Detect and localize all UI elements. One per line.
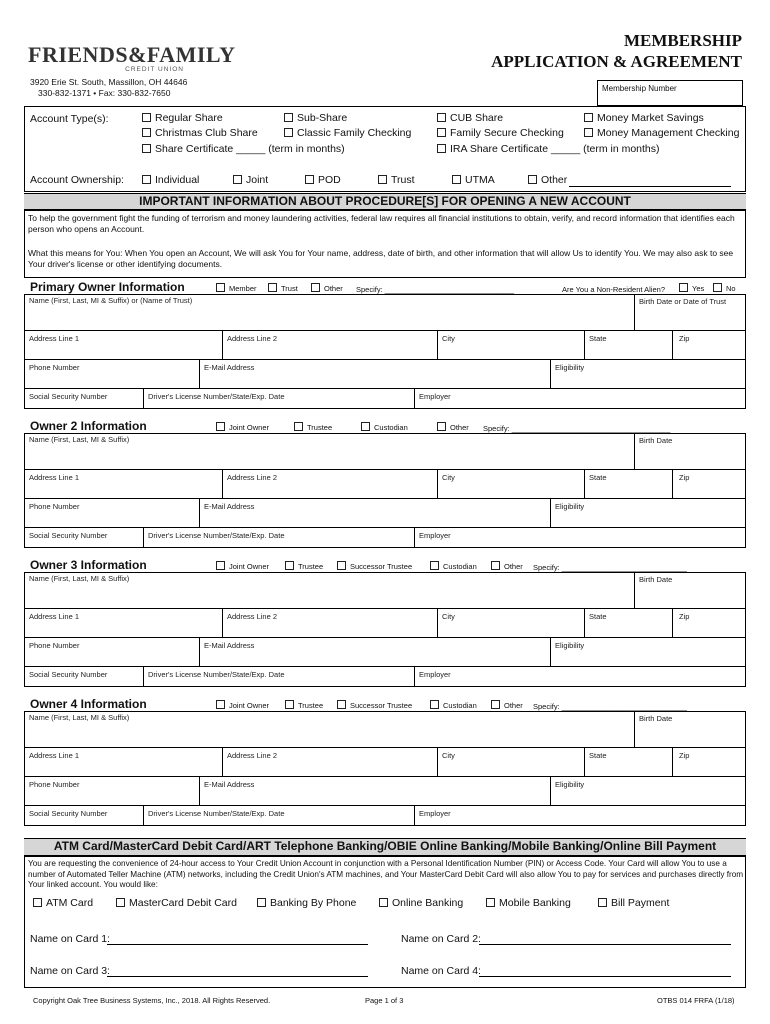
- checkbox-money-management[interactable]: [584, 127, 739, 139]
- checkbox-atm-card[interactable]: [33, 897, 93, 909]
- checkbox-icon: [437, 422, 446, 431]
- checkbox-icon: [285, 700, 294, 709]
- owner-type-checkbox[interactable]: [430, 561, 477, 571]
- col-divider: [550, 637, 551, 666]
- state-field[interactable]: State: [589, 612, 607, 621]
- logo-subtext: CREDIT UNION: [125, 66, 184, 73]
- owner-type-checkbox[interactable]: [216, 700, 269, 710]
- zip-field[interactable]: Zip: [679, 612, 690, 621]
- section-title: Owner 2 Information: [30, 419, 147, 433]
- checkbox-icon: [491, 700, 500, 709]
- eligibility-field[interactable]: Eligibility: [555, 780, 585, 789]
- option-label: Custodian: [374, 423, 408, 432]
- checkbox-bill-payment[interactable]: [598, 897, 669, 909]
- owner-type-checkbox[interactable]: [294, 422, 332, 432]
- employer-field[interactable]: Employer: [419, 670, 451, 679]
- option-label: Other: [504, 701, 523, 710]
- option-label: Other: [541, 174, 568, 186]
- title-line-2: APPLICATION & AGREEMENT: [491, 52, 742, 71]
- phone-field[interactable]: Phone Number: [29, 502, 80, 511]
- atm-heading: ATM Card/MasterCard Debit Card/ART Telephone Banking/OBIE Online Banking/Mobile Banking/Online Bill Payment: [24, 838, 746, 856]
- name-field[interactable]: Name (First, Last, MI & Suffix): [29, 435, 130, 444]
- col-divider: [199, 776, 200, 805]
- col-divider: [672, 330, 673, 359]
- col-divider: [634, 294, 635, 330]
- col-divider: [672, 608, 673, 637]
- membership-number-label: Membership Number: [602, 84, 677, 93]
- copyright: Copyright Oak Tree Business Systems, Inc., 2018. All Rights Reserved.: [33, 996, 271, 1005]
- zip-field[interactable]: Zip: [679, 334, 690, 343]
- name-card-3-input[interactable]: [107, 976, 368, 977]
- col-divider: [550, 359, 551, 388]
- name-card-2-label: Name on Card 2:: [401, 933, 481, 945]
- name-card-3-label: Name on Card 3:: [30, 965, 110, 977]
- col-divider: [414, 805, 415, 826]
- col-divider: [584, 469, 585, 498]
- phone-field[interactable]: Phone Number: [29, 363, 80, 372]
- checkbox-icon: [216, 700, 225, 709]
- owner-fields-box: [24, 572, 746, 687]
- option-label: Classic Family Checking: [297, 127, 412, 139]
- option-label: Successor Trustee: [350, 701, 413, 710]
- checkbox-other-ownership[interactable]: [528, 174, 567, 186]
- option-label: Joint Owner: [229, 562, 270, 571]
- city-field[interactable]: City: [442, 751, 455, 760]
- checkbox-icon: [33, 898, 42, 907]
- option-label: Money Management Checking: [597, 127, 740, 139]
- alien-no-checkbox[interactable]: [713, 283, 736, 293]
- col-divider: [634, 711, 635, 747]
- col-divider: [414, 666, 415, 687]
- owner-fields-box: [24, 433, 746, 548]
- option-label: Trust: [391, 174, 415, 186]
- owner-type-checkbox[interactable]: [430, 700, 477, 710]
- credit-union-logo: [28, 42, 236, 73]
- checkbox-icon: [294, 422, 303, 431]
- checkbox-icon: [142, 144, 151, 153]
- option-label: Member: [229, 284, 257, 293]
- birth-date-field[interactable]: Birth Date: [639, 714, 673, 723]
- option-label: Online Banking: [392, 897, 464, 909]
- checkbox-icon: [437, 144, 446, 153]
- checkbox-icon: [379, 898, 388, 907]
- col-divider: [222, 608, 223, 637]
- state-field[interactable]: State: [589, 751, 607, 760]
- col-divider: [672, 469, 673, 498]
- checkbox-icon: [486, 898, 495, 907]
- checkbox-icon: [491, 561, 500, 570]
- option-label: Trust: [281, 284, 298, 293]
- option-label: Banking By Phone: [270, 897, 357, 909]
- checkbox-icon: [216, 561, 225, 570]
- owner-type-checkbox[interactable]: [285, 700, 323, 710]
- checkbox-icon: [305, 175, 314, 184]
- row-divider: [24, 637, 746, 638]
- non-resident-alien-label: Are You a Non-Resident Alien?: [562, 285, 665, 294]
- owner-type-checkbox[interactable]: [337, 700, 412, 710]
- city-field[interactable]: City: [442, 473, 455, 482]
- option-label: Money Market Savings: [597, 112, 704, 124]
- name-card-4-label: Name on Card 4:: [401, 965, 481, 977]
- row-divider: [24, 330, 746, 331]
- checkbox-icon: [311, 283, 320, 292]
- col-divider: [634, 572, 635, 608]
- owner-type-checkbox[interactable]: [337, 561, 412, 571]
- checkbox-sub-share[interactable]: [284, 112, 347, 124]
- checkbox-icon: [437, 128, 446, 137]
- checkbox-joint[interactable]: [233, 174, 268, 186]
- col-divider: [199, 359, 200, 388]
- row-divider: [24, 666, 746, 667]
- phone-field[interactable]: Phone Number: [29, 780, 80, 789]
- section-title: Primary Owner Information: [30, 280, 185, 294]
- ssn-field[interactable]: Social Security Number: [29, 392, 108, 401]
- membership-number-field[interactable]: [597, 80, 743, 106]
- col-divider: [550, 776, 551, 805]
- checkbox-icon: [216, 422, 225, 431]
- checkbox-classic-checking[interactable]: [284, 127, 411, 139]
- email-field[interactable]: E-Mail Address: [204, 363, 255, 372]
- row-divider: [24, 469, 746, 470]
- option-label: Joint Owner: [229, 701, 270, 710]
- checkbox-icon: [437, 113, 446, 122]
- name-card-4-input[interactable]: [479, 976, 731, 977]
- option-label: Sub-Share: [297, 112, 348, 124]
- checkbox-mobile-banking[interactable]: [486, 897, 571, 909]
- phone-field[interactable]: Phone Number: [29, 641, 80, 650]
- owner-fields-box: [24, 711, 746, 826]
- checkbox-share-certificate[interactable]: [142, 143, 345, 155]
- employer-field[interactable]: Employer: [419, 531, 451, 540]
- checkbox-icon: [285, 561, 294, 570]
- title-line-1: MEMBERSHIP: [623, 31, 742, 50]
- option-label: Joint Owner: [229, 423, 270, 432]
- checkbox-icon: [337, 700, 346, 709]
- owner-type-checkbox[interactable]: [268, 283, 298, 293]
- address-line-1-field[interactable]: Address Line 1: [29, 473, 80, 482]
- page-title: [491, 30, 742, 72]
- owner-fields-box: [24, 294, 746, 409]
- checkbox-icon: [233, 175, 242, 184]
- checkbox-pod[interactable]: [305, 174, 341, 186]
- checkbox-icon: [268, 283, 277, 292]
- address-line-2-field[interactable]: Address Line 2: [227, 612, 278, 621]
- important-para-2: What this means for You: When You open an Account, We will ask You for Your name, address, date of birth, and other information that will allow Us to identify You. We may also ask to see Your driver's license or other identifying documents.: [28, 248, 734, 269]
- col-divider: [222, 469, 223, 498]
- row-divider: [24, 608, 746, 609]
- address: 3920 Erie St. South, Massillon, OH 44646: [30, 77, 188, 87]
- option-label: POD: [318, 174, 341, 186]
- option-label: MasterCard Debit Card: [129, 897, 237, 909]
- checkbox-icon: [142, 113, 151, 122]
- checkbox-icon: [142, 128, 151, 137]
- email-field[interactable]: E-Mail Address: [204, 780, 255, 789]
- eligibility-field[interactable]: Eligibility: [555, 641, 585, 650]
- address-line-1-field[interactable]: Address Line 1: [29, 612, 80, 621]
- owner-type-checkbox[interactable]: [437, 422, 469, 432]
- checkbox-money-market[interactable]: [584, 112, 704, 124]
- drivers-license-field[interactable]: Driver's License Number/State/Exp. Date: [148, 531, 285, 540]
- specify-field[interactable]: Specify: _______________________________: [356, 285, 515, 294]
- owner-type-checkbox[interactable]: [285, 561, 323, 571]
- checkbox-icon: [584, 113, 593, 122]
- name-card-1-input[interactable]: [107, 944, 368, 945]
- checkbox-icon: [284, 113, 293, 122]
- checkbox-icon: [337, 561, 346, 570]
- row-divider: [24, 498, 746, 499]
- checkbox-banking-by-phone[interactable]: [257, 897, 356, 909]
- col-divider: [414, 527, 415, 548]
- eligibility-field[interactable]: Eligibility: [555, 502, 585, 511]
- option-label: Other: [504, 562, 523, 571]
- name-field[interactable]: Name (First, Last, MI & Suffix): [29, 574, 130, 583]
- checkbox-trust[interactable]: [378, 174, 415, 186]
- owner-type-checkbox[interactable]: [361, 422, 408, 432]
- owner-type-checkbox[interactable]: [216, 561, 269, 571]
- owner-type-checkbox[interactable]: [491, 700, 523, 710]
- checkbox-icon: [528, 175, 537, 184]
- owner-type-checkbox[interactable]: [216, 422, 269, 432]
- name-field[interactable]: Name (First, Last, MI & Suffix): [29, 713, 130, 722]
- checkbox-icon: [452, 175, 461, 184]
- logo-text: FRIENDS&FAMILY: [28, 42, 236, 67]
- option-label: UTMA: [465, 174, 495, 186]
- zip-field[interactable]: Zip: [679, 751, 690, 760]
- col-divider: [584, 608, 585, 637]
- drivers-license-field[interactable]: Driver's License Number/State/Exp. Date: [148, 809, 285, 818]
- owner-type-checkbox[interactable]: [491, 561, 523, 571]
- col-divider: [437, 747, 438, 776]
- address-line-2-field[interactable]: Address Line 2: [227, 334, 278, 343]
- employer-field[interactable]: Employer: [419, 809, 451, 818]
- checkbox-icon: [284, 128, 293, 137]
- option-label: ATM Card: [46, 897, 94, 909]
- option-label: Custodian: [443, 562, 477, 571]
- owner-type-checkbox[interactable]: [311, 283, 343, 293]
- employer-field[interactable]: Employer: [419, 392, 451, 401]
- option-label: CUB Share: [450, 112, 504, 124]
- alien-yes-checkbox[interactable]: [679, 283, 704, 293]
- section-title: Owner 4 Information: [30, 697, 147, 711]
- option-label: Trustee: [307, 423, 333, 432]
- section-title: Owner 3 Information: [30, 558, 147, 572]
- checkbox-utma[interactable]: [452, 174, 495, 186]
- email-field[interactable]: E-Mail Address: [204, 641, 255, 650]
- checkbox-icon: [679, 283, 688, 292]
- address-line-1-field[interactable]: Address Line 1: [29, 751, 80, 760]
- option-label: Christmas Club Share: [155, 127, 258, 139]
- option-label: Yes: [692, 284, 705, 293]
- col-divider: [143, 527, 144, 548]
- state-field[interactable]: State: [589, 334, 607, 343]
- option-label: Trustee: [298, 701, 324, 710]
- col-divider: [143, 805, 144, 826]
- address-line-2-field[interactable]: Address Line 2: [227, 473, 278, 482]
- option-label: Share Certificate _____ (term in months): [155, 143, 345, 155]
- checkbox-online-banking[interactable]: [379, 897, 463, 909]
- ssn-field[interactable]: Social Security Number: [29, 809, 108, 818]
- col-divider: [222, 747, 223, 776]
- col-divider: [143, 666, 144, 687]
- option-label: Trustee: [298, 562, 324, 571]
- checkbox-icon: [142, 175, 151, 184]
- specify-field[interactable]: Specify: ______________________________: [533, 563, 687, 572]
- col-divider: [634, 433, 635, 469]
- checkbox-icon: [430, 561, 439, 570]
- checkbox-individual[interactable]: [142, 174, 199, 186]
- form-code: OTBS 014 FRFA (1/18): [657, 996, 735, 1005]
- phone-fax: 330-832-1371 • Fax: 330-832-7650: [38, 88, 171, 98]
- checkbox-icon: [713, 283, 722, 292]
- option-label: Family Secure Checking: [450, 127, 564, 139]
- checkbox-ira-certificate[interactable]: [437, 143, 660, 155]
- city-field[interactable]: City: [442, 612, 455, 621]
- specify-field[interactable]: Specify: ______________________________________: [483, 424, 671, 433]
- option-label: Individual: [155, 174, 200, 186]
- checkbox-cub-share[interactable]: [437, 112, 503, 124]
- row-divider: [24, 747, 746, 748]
- address-line-1-field[interactable]: Address Line 1: [29, 334, 80, 343]
- email-field[interactable]: E-Mail Address: [204, 502, 255, 511]
- col-divider: [437, 608, 438, 637]
- checkbox-icon: [584, 128, 593, 137]
- important-para-1: To help the government fight the funding of terrorism and money laundering activities, federal law requires all financial institutions to obtain, verify, and record information that identifies each person who opens an Account.: [28, 213, 735, 234]
- birth-date-field[interactable]: Birth Date or Date of Trust: [639, 297, 727, 306]
- checkbox-icon: [430, 700, 439, 709]
- address-line-2-field[interactable]: Address Line 2: [227, 751, 278, 760]
- col-divider: [199, 637, 200, 666]
- option-label: Mobile Banking: [499, 897, 571, 909]
- checkbox-christmas-club[interactable]: [142, 127, 258, 139]
- col-divider: [672, 747, 673, 776]
- birth-date-field[interactable]: Birth Date: [639, 436, 673, 445]
- option-label: Joint: [246, 174, 269, 186]
- checkbox-icon: [116, 898, 125, 907]
- col-divider: [143, 388, 144, 409]
- owner-type-checkbox[interactable]: [216, 283, 257, 293]
- account-types-label: Account Type(s):: [30, 113, 109, 125]
- row-divider: [24, 359, 746, 360]
- ssn-field[interactable]: Social Security Number: [29, 531, 108, 540]
- option-label: Other: [324, 284, 343, 293]
- option-label: Regular Share: [155, 112, 223, 124]
- account-ownership-label: Account Ownership:: [30, 174, 124, 186]
- col-divider: [199, 498, 200, 527]
- col-divider: [222, 330, 223, 359]
- checkbox-regular-share[interactable]: [142, 112, 223, 124]
- drivers-license-field[interactable]: Driver's License Number/State/Exp. Date: [148, 392, 285, 401]
- checkbox-icon: [378, 175, 387, 184]
- checkbox-icon: [216, 283, 225, 292]
- name-field[interactable]: Name (First, Last, MI & Suffix) or (Name of Trust): [29, 296, 193, 305]
- drivers-license-field[interactable]: Driver's License Number/State/Exp. Date: [148, 670, 285, 679]
- col-divider: [550, 498, 551, 527]
- ssn-field[interactable]: Social Security Number: [29, 670, 108, 679]
- option-label: Bill Payment: [611, 897, 670, 909]
- option-label: No: [726, 284, 736, 293]
- col-divider: [414, 388, 415, 409]
- birth-date-field[interactable]: Birth Date: [639, 575, 673, 584]
- other-ownership-line[interactable]: [569, 186, 731, 187]
- row-divider: [24, 527, 746, 528]
- checkbox-icon: [361, 422, 370, 431]
- checkbox-icon: [598, 898, 607, 907]
- specify-field[interactable]: Specify: ______________________________: [533, 702, 687, 711]
- row-divider: [24, 805, 746, 806]
- eligibility-field[interactable]: Eligibility: [555, 363, 585, 372]
- col-divider: [437, 330, 438, 359]
- zip-field[interactable]: Zip: [679, 473, 690, 482]
- page-number: Page 1 of 3: [365, 996, 404, 1005]
- col-divider: [437, 469, 438, 498]
- option-label: Successor Trustee: [350, 562, 413, 571]
- checkbox-icon: [257, 898, 266, 907]
- city-field[interactable]: City: [442, 334, 455, 343]
- name-card-1-label: Name on Card 1:: [30, 933, 110, 945]
- name-card-2-input[interactable]: [479, 944, 731, 945]
- row-divider: [24, 388, 746, 389]
- option-label: IRA Share Certificate _____ (term in months): [450, 143, 660, 155]
- col-divider: [584, 330, 585, 359]
- option-label: Other: [450, 423, 469, 432]
- atm-para: You are requesting the convenience of 24-hour access to Your Credit Union Account in conjunction with a Personal Identification Number (PIN) or Access Code. Your Card will allow You to use a number of Automated Teller Machine (ATM) networks, including the Credit Union's ATM machines, and Your MasterCard Debit Card will also allow You to pay for services and purchases directly from Your linked account. You would like:: [28, 859, 744, 889]
- col-divider: [584, 747, 585, 776]
- checkbox-mastercard-debit[interactable]: [116, 897, 237, 909]
- important-heading: IMPORTANT INFORMATION ABOUT PROCEDURE[S] FOR OPENING A NEW ACCOUNT: [24, 193, 746, 210]
- checkbox-family-secure[interactable]: [437, 127, 564, 139]
- state-field[interactable]: State: [589, 473, 607, 482]
- option-label: Custodian: [443, 701, 477, 710]
- row-divider: [24, 776, 746, 777]
